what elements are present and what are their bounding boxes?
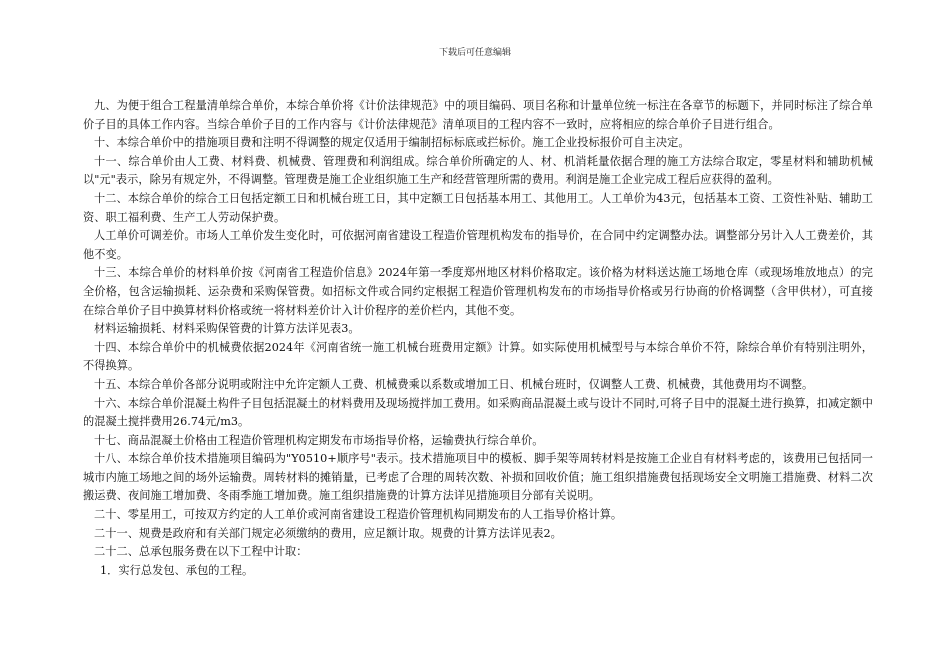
document-body	[83, 97, 873, 580]
paragraph-15: 十五、本综合单价各部分说明或附注中允许定额人工费、机械费乘以系数或增加工日、机械台班时，仅调整人工费、机械费，其他费用均不调整。	[94, 377, 814, 391]
paragraph-11: 十一、综合单价由人工费、材料费、机械费、管理费和利润组成。综合单价所确定的人、材、机消耗量依据合理的施工方法综合取定，零星材料和辅助机械以"元"表示，除另有规定外，不得调整。管理费是施工企业组织施工生产和经营管理所需的费用。利润是施工企业完成工程后应获得的盈利。	[83, 154, 873, 187]
paragraph-12: 十二、本综合单价的综合工日包括定额工日和机械台班工日，其中定额工日包括基本用工、其他用工。人工单价为43元，包括基本工资、工资性补贴、辅助工资、职工福利费、生产工人劳动保护费。	[83, 191, 873, 224]
paragraph-16: 十六、本综合单价混凝土构件子目包括混凝土的材料费用及现场搅拌加工费用。如采购商品混凝土或与设计不同时,可将子目中的混凝土进行换算，扣减定额中的混凝土搅拌费用26.74元/m3。	[83, 396, 873, 429]
paragraph-labor-price-note: 人工单价可调差价。市场人工单价发生变化时，可依据河南省建设工程造价管理机构发布的指导价，在合同中约定调整办法。调整部分另计入人工费差价，其他不变。	[83, 229, 873, 261]
paragraph-20: 二十、零星用工，可按双方约定的人工单价或河南省建设工程造价管理机构同期发布的人工指导价格计算。	[94, 508, 623, 522]
paragraph-17: 十七、商品混凝土价格由工程造价管理机构定期发布市场指导价格，运输费执行综合单价。	[94, 433, 544, 447]
page-header-note: 下载后可任意编辑	[438, 48, 511, 58]
paragraph-18: 十八、本综合单价技术措施项目编码为"Y0510+顺序号"表示。技术措施项目中的模板、脚手架等周转材料是按施工企业自有材料考虑的，该费用已包括同一城市内施工场地之间的场外运输费。周转材料的摊销量，已考虑了合理的周转次数、补损和回收价值；施工组织措施费包括现场安全文明施工措施费、材料二次搬运费、夜间施工增加费、冬雨季施工增加费。施工组织措施费的计算方法详见措施项目分部有关说明。	[83, 452, 873, 503]
paragraph-10: 十、本综合单价中的措施项目费和注明不得调整的规定仅适用于编制招标标底或拦标价。施工企业投标报价可自主决定。	[94, 136, 690, 150]
paragraph-21: 二十一、规费是政府和有关部门规定必须缴纳的费用，应足额计取。规费的计算方法详见表2。	[94, 526, 562, 540]
list-item-1: 1．实行总发包、承包的工程。	[100, 563, 254, 577]
paragraph-13: 十三、本综合单价的材料单价按《河南省工程造价信息》2024年第一季度郑州地区材料价格取定。该价格为材料送达施工场地仓库（或现场堆放地点）的完全价格，包含运输损耗、运杂费和采购保管费。如招标文件或合同约定根据工程造价管理机构发布的市场指导价格或另行协商的价格调整（含甲供材），可直接在综合单价子目中换算材料价格或统一将材料差价计入计价程序的差价栏内，其他不变。	[83, 266, 873, 317]
paragraph-22: 二十二、总承包服务费在以下工程中计取：	[94, 545, 308, 559]
paragraph-14: 十四、本综合单价中的机械费依据2024年《河南省统一施工机械台班费用定额》计算。如实际使用机械型号与本综合单价不符，除综合单价有特别注明外，不得换算。	[83, 340, 873, 373]
paragraph-9: 九、为便于组合工程量清单综合单价，本综合单价将《计价法律规范》中的项目编码、项目名称和计量单位统一标注在各章节的标题下，并同时标注了综合单价子目的具体工作内容。当综合单价子目的工作内容与《计价法律规范》清单项目的工程内容不一致时，应将相应的综合单价子目进行组合。	[83, 99, 873, 131]
paragraph-material-cost-note: 材料运输损耗、材料采购保管费的计算方法详见表3。	[94, 322, 360, 336]
